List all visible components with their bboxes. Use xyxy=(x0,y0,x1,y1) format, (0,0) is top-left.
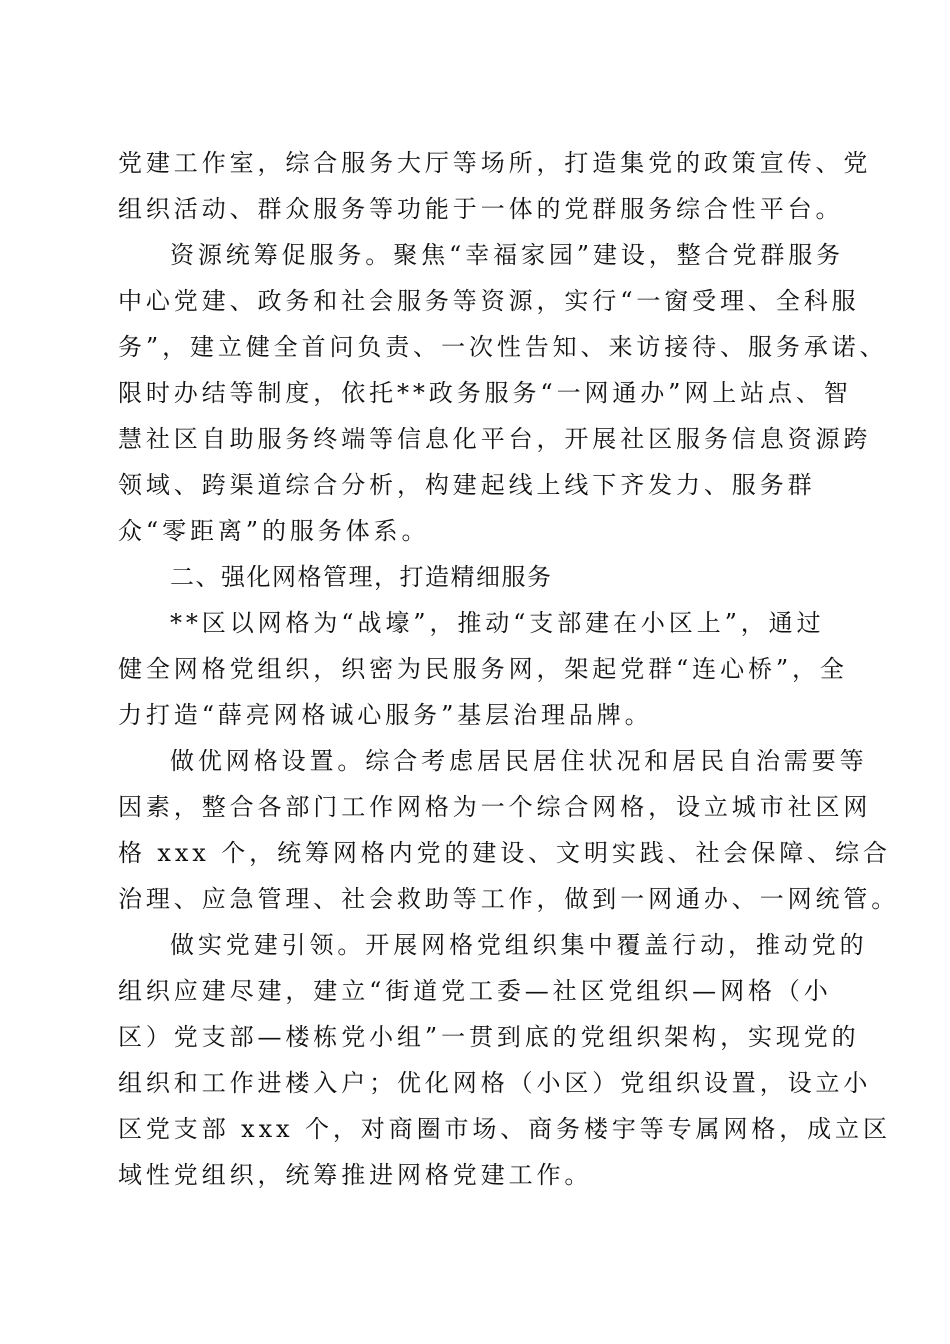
text-line: 做实党建引领。开展网格党组织集中覆盖行动，推动党的 xyxy=(170,931,868,959)
text-line: 力打造“薛亮网格诚心服务”基层治理品牌。 xyxy=(118,701,653,729)
text-line: 区党支部 xxx 个，对商圈市场、商务楼宇等专属网格，成立区 xyxy=(118,1115,891,1143)
text-line: 因素，整合各部门工作网格为一个综合网格，设立城市社区网 xyxy=(118,793,872,821)
text-line: 务”，建立健全首问负责、一次性告知、来访接待、服务承诺、 xyxy=(118,333,888,361)
heading-text: 二、强化网格管理，打造精细服务 xyxy=(170,563,553,591)
text-line: 领域、跨渠道综合分析，构建起线上线下齐发力、服务群 xyxy=(118,471,816,499)
paragraph xyxy=(118,232,888,554)
text-line: 慧社区自助服务终端等信息化平台，开展社区服务信息资源跨 xyxy=(118,425,872,453)
text-line: 党建工作室，综合服务大厅等场所，打造集党的政策宣传、党 xyxy=(118,149,872,177)
text-line: 组织应建尽建，建立“街道党工委—社区党组织—网格（小 xyxy=(118,977,832,1005)
text-line: 健全网格党组织，织密为民服务网，架起党群“连心桥”，全 xyxy=(118,655,848,683)
paragraph xyxy=(118,738,900,922)
text-line: 组织和工作进楼入户；优化网格（小区）党组织设置，设立小 xyxy=(118,1069,872,1097)
text-line: 组织活动、群众服务等功能于一体的党群服务综合性平台。 xyxy=(118,195,844,223)
paragraph xyxy=(118,140,872,232)
text-line: 资源统筹促服务。聚焦“幸福家园”建设，整合党群服务 xyxy=(170,241,845,269)
text-line: 治理、应急管理、社会救助等工作，做到一网通办、一网统管。 xyxy=(118,885,900,913)
text-line: 区）党支部—楼栋党小组”一贯到底的党组织架构，实现党的 xyxy=(118,1023,860,1051)
section-heading xyxy=(118,554,842,600)
text-line: 众“零距离”的服务体系。 xyxy=(118,517,430,545)
paragraph xyxy=(118,922,891,1198)
paragraph xyxy=(118,600,848,738)
text-line: **区以网格为“战壕”，推动“支部建在小区上”，通过 xyxy=(170,609,825,637)
text-line: 域性党组织，统筹推进网格党建工作。 xyxy=(118,1161,593,1189)
text-line: 做优网格设置。综合考虑居民居住状况和居民自治需要等 xyxy=(170,747,868,775)
document-body xyxy=(118,140,900,1198)
text-line: 格 xxx 个，统筹网格内党的建设、文明实践、社会保障、综合 xyxy=(118,839,891,867)
text-line: 中心党建、政务和社会服务等资源，实行“一窗受理、全科服 xyxy=(118,287,860,315)
text-line: 限时办结等制度，依托**政务服务“一网通办”网上站点、智 xyxy=(118,379,852,407)
